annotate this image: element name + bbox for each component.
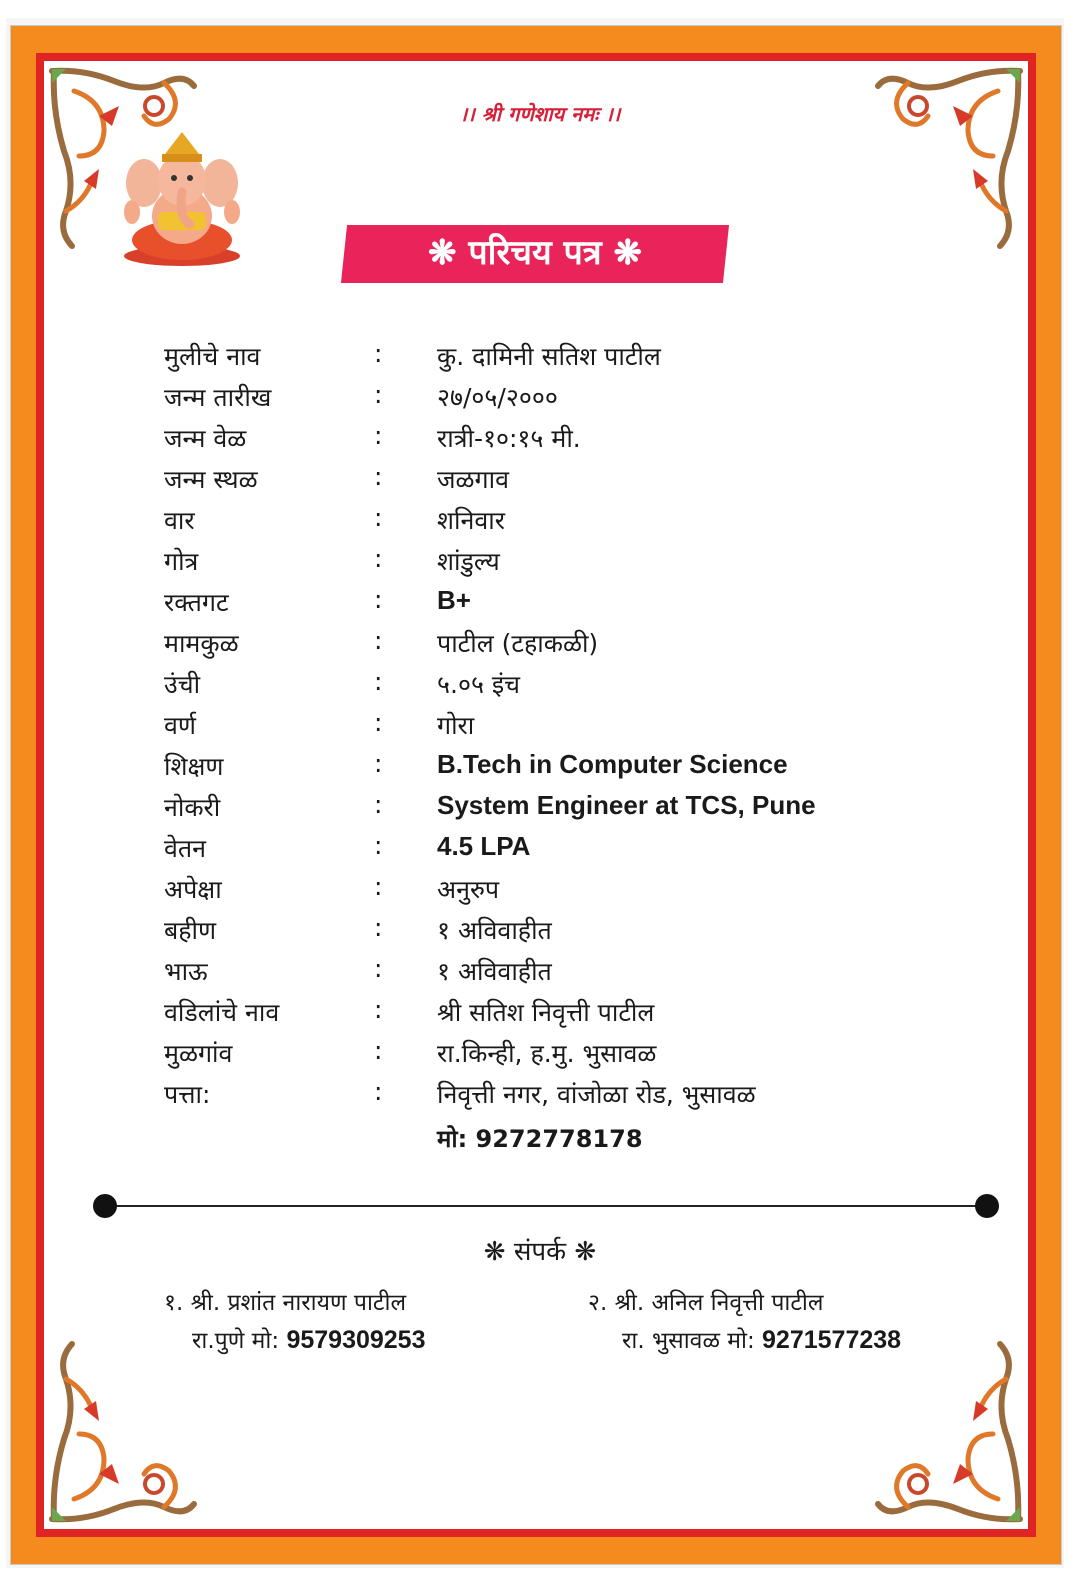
detail-row-blood-group (164, 581, 924, 622)
detail-value: अनुरुप (437, 875, 500, 904)
detail-label: वार (164, 506, 195, 535)
divider-dot-left (93, 1194, 117, 1218)
detail-row-day (164, 499, 924, 540)
floral-corner-top-right-icon (838, 61, 1028, 261)
contact-1-place: रा.पुणे मो: (192, 1328, 287, 1354)
detail-label: रक्तगट (164, 588, 229, 617)
separator: : (374, 749, 383, 778)
detail-row-brother (164, 950, 924, 991)
detail-label: पत्ता: (164, 1080, 211, 1109)
detail-label: मामकुळ (164, 629, 239, 658)
detail-value: कु. दामिनी सतिश पाटील (437, 342, 661, 371)
shloka-text: ।। श्री गणेशाय नमः ।। (459, 102, 621, 126)
detail-row-height (164, 663, 924, 704)
detail-value: श्री सतिश निवृत्ती पाटील (437, 998, 655, 1027)
separator: : (374, 1077, 383, 1106)
details-list (164, 335, 924, 1114)
separator: : (374, 462, 383, 491)
detail-row-name (164, 335, 924, 376)
detail-label: उंची (164, 670, 201, 699)
detail-label: वडिलांचे नाव (164, 998, 280, 1027)
section-divider (104, 1205, 988, 1207)
detail-row-expectation (164, 868, 924, 909)
detail-label: मुलीचे नाव (164, 342, 261, 371)
detail-value: पाटील (टहाकळी) (437, 629, 599, 658)
detail-value: १ अविवाहीत (437, 916, 552, 945)
detail-value: ५.०५ इंच (437, 670, 521, 699)
separator: : (374, 954, 383, 983)
detail-row-address (164, 1073, 924, 1114)
detail-value: B.Tech in Computer Science (437, 749, 788, 779)
separator: : (374, 503, 383, 532)
page-title: ❋ परिचय पत्र ❋ (428, 233, 642, 273)
divider-dot-right (975, 1194, 999, 1218)
ganesh-idol-icon (118, 128, 246, 268)
separator: : (374, 913, 383, 942)
detail-label: नोकरी (164, 793, 221, 822)
contact-2-phone-line (622, 1323, 901, 1355)
separator: : (374, 339, 383, 368)
separator: : (374, 790, 383, 819)
detail-value: १ अविवाहीत (437, 957, 552, 986)
detail-label: वर्ण (164, 711, 196, 740)
separator: : (374, 544, 383, 573)
detail-row-birth-time (164, 417, 924, 458)
detail-value: रात्री-१०:१५ मी. (437, 424, 581, 453)
detail-row-salary (164, 827, 924, 868)
detail-row-father-name (164, 991, 924, 1032)
detail-value: B+ (437, 585, 471, 615)
detail-row-sister (164, 909, 924, 950)
detail-label: जन्म वेळ (164, 424, 247, 453)
floral-corner-bottom-right-icon (838, 1329, 1028, 1529)
detail-row-job (164, 786, 924, 827)
detail-value: निवृत्ती नगर, वांजोळा रोड, भुसावळ (437, 1080, 756, 1109)
detail-label: गोत्र (164, 547, 199, 576)
separator: : (374, 1036, 383, 1065)
detail-row-birth-place (164, 458, 924, 499)
detail-value: २७/०५/२००० (437, 383, 558, 412)
detail-row-birth-date (164, 376, 924, 417)
detail-value: रा.किन्ही, ह.मु. भुसावळ (437, 1039, 657, 1068)
detail-row-complexion (164, 704, 924, 745)
detail-row-gotra (164, 540, 924, 581)
detail-value: 4.5 LPA (437, 831, 531, 861)
detail-value: System Engineer at TCS, Pune (437, 790, 816, 820)
floral-corner-bottom-left-icon (44, 1329, 234, 1529)
separator: : (374, 995, 383, 1024)
separator: : (374, 667, 383, 696)
address-phone: मो: 9272778178 (437, 1125, 643, 1153)
detail-label: मुळगांव (164, 1039, 233, 1068)
contact-1-phone: 9579309253 (286, 1326, 426, 1354)
detail-label: अपेक्षा (164, 875, 222, 904)
contact-2-phone: 9271577238 (762, 1326, 902, 1354)
contact-2-name: २. श्री. अनिल निवृत्ती पाटील (588, 1290, 824, 1316)
separator: : (374, 872, 383, 901)
detail-value: गोरा (437, 711, 475, 740)
detail-label: जन्म स्थळ (164, 465, 258, 494)
separator: : (374, 626, 383, 655)
detail-label: बहीण (164, 916, 217, 945)
detail-label: शिक्षण (164, 752, 224, 781)
detail-label: वेतन (164, 834, 207, 863)
contact-1-name: १. श्री. प्रशांत नारायण पाटील (164, 1290, 407, 1316)
separator: : (374, 585, 383, 614)
detail-value: जळगाव (437, 465, 510, 494)
detail-label: जन्म तारीख (164, 383, 272, 412)
detail-value: शनिवार (437, 506, 505, 535)
separator: : (374, 421, 383, 450)
detail-label: भाऊ (164, 957, 208, 986)
contact-1-phone-line (192, 1323, 426, 1355)
contact-title: ❋ संपर्क ❋ (483, 1237, 597, 1267)
detail-row-education (164, 745, 924, 786)
detail-row-mamkul (164, 622, 924, 663)
contact-2-place: रा. भुसावळ मो: (622, 1328, 763, 1354)
detail-value: शांडुल्य (437, 547, 500, 576)
separator: : (374, 831, 383, 860)
detail-row-native-place (164, 1032, 924, 1073)
separator: : (374, 380, 383, 409)
separator: : (374, 708, 383, 737)
